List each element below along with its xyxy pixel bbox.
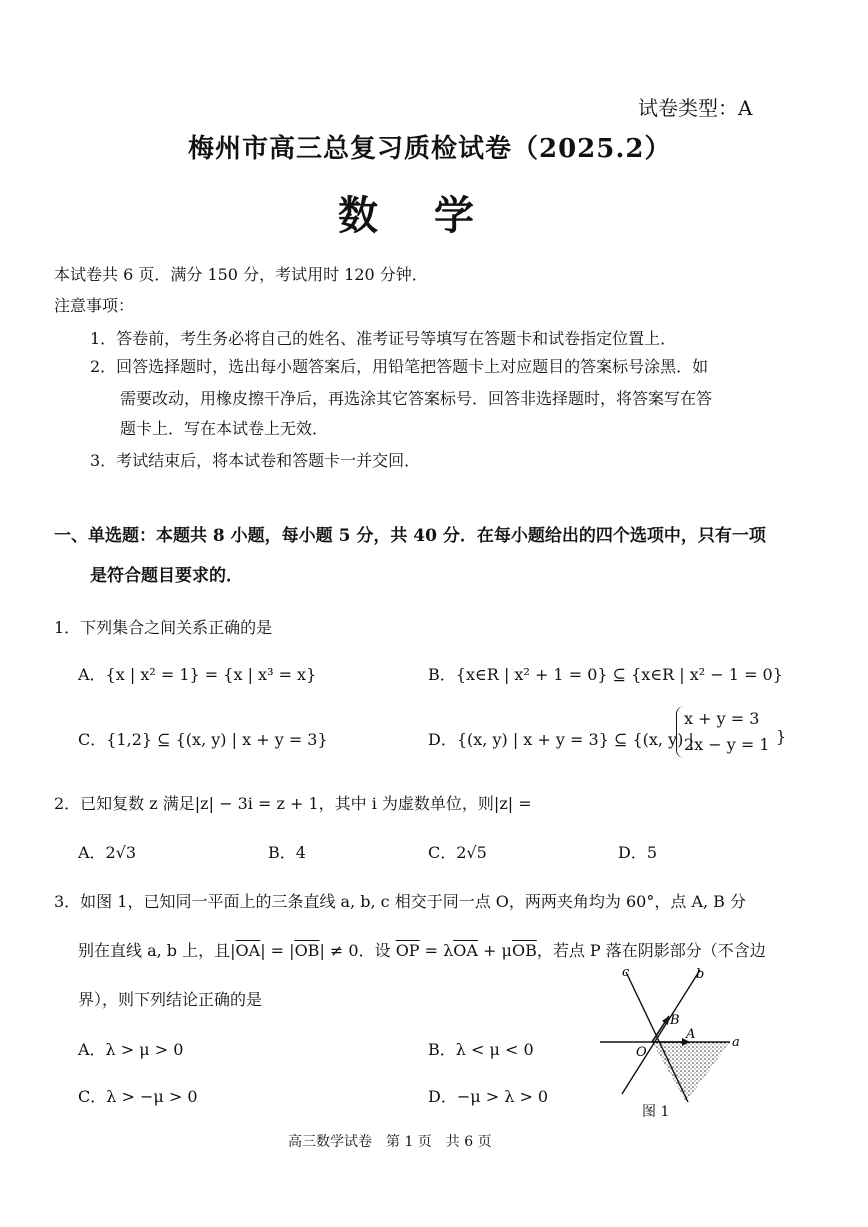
equation-1: x + y = 3 (684, 709, 760, 728)
section-1-heading: 一、单选题：本题共 8 小题，每小题 5 分，共 40 分．在每小题给出的四个选项中，只有一项 (54, 526, 766, 546)
notice-item-3: 3．考试结束后，将本试卷和答题卡一并交回． (90, 451, 421, 470)
line-c (626, 972, 688, 1102)
notice-item-2-line-2: 需要改动，用橡皮擦干净后，再选涂其它答案标号．回答非选择题时，将答案写在答 (120, 389, 713, 408)
exam-intro: 本试卷共 6 页．满分 150 分，考试用时 120 分钟． (54, 265, 428, 284)
label-point-b: B (670, 1013, 680, 1028)
equation-system (684, 706, 770, 758)
notice-item-2-line-1: 2．回答选择题时，选出每小题答案后，用铅笔把答题卡上对应题目的答案标号涂黑．如 (90, 357, 709, 376)
question-2-option-a: A．2√3 (78, 843, 137, 862)
q3-text-3: | ≠ 0．设 (319, 941, 396, 960)
q3-text-1: 别在直线 a, b 上，且| (78, 941, 236, 960)
question-1-option-a: A．{x | x² = 1} = {x | x³ = x} (78, 665, 317, 684)
label-o: O (636, 1045, 647, 1060)
question-1-option-b: B．{x∈R | x² + 1 = 0} ⊆ {x∈R | x² − 1 = 0} (428, 665, 783, 684)
label-b: b (696, 967, 705, 982)
page-title: 梅州市高三总复习质检试卷（2025.2） (188, 134, 672, 164)
notice-item-1: 1．答卷前，考生务必将自己的姓名、准考证号等填写在答题卡和试卷指定位置上． (90, 329, 677, 348)
label-point-a: A (686, 1027, 696, 1042)
q3-text-2: | = | (260, 941, 295, 960)
q3-text-5: + μ (477, 941, 512, 960)
question-3-option-b: B．λ < μ < 0 (428, 1040, 534, 1059)
question-2-option-c: C．2√5 (428, 843, 487, 862)
vector-ob-2: $\overline{OB}$ (511, 941, 537, 960)
notice-heading: 注意事项： (54, 296, 135, 315)
q3-text-6: ，若点 P 落在阴影部分（不含边 (536, 941, 766, 960)
question-1-stem: 1．下列集合之间关系正确的是 (54, 618, 273, 637)
vector-oa-2: $\overline{OA}$ (453, 941, 478, 960)
page-footer: 高三数学试卷 第 1 页 共 6 页 (288, 1134, 492, 1150)
figure-1-caption: 图 1 (642, 1104, 670, 1120)
vector-oa: $\overline{OA}$ (235, 941, 261, 960)
section-1-heading-cont: 是符合题目要求的． (90, 566, 243, 586)
label-a: a (732, 1035, 740, 1050)
vector-ob: $\overline{OB}$ (294, 941, 320, 960)
equation-2: 2x − y = 1 (684, 735, 770, 754)
question-3-option-d: D．−μ > λ > 0 (428, 1087, 549, 1106)
question-2-option-d: D．5 (618, 843, 658, 862)
question-3-option-c: C．λ > −μ > 0 (78, 1087, 198, 1106)
question-1-option-d-prefix: D．{(x, y) | x + y = 3} ⊆ {(x, y) | (428, 730, 694, 749)
q3-text-4: = λ (419, 941, 454, 960)
question-1-option-c: C．{1,2} ⊆ {(x, y) | x + y = 3} (78, 730, 328, 749)
vector-op: $\overline{OP}$ (395, 941, 420, 960)
question-3-stem-line-1: 3．如图 1，已知同一平面上的三条直线 a, b, c 相交于同一点 O，两两夹角均为 60°，点 A, B 分 (54, 892, 747, 911)
label-c: c (622, 965, 630, 980)
exam-type: 试卷类型：A (638, 96, 753, 120)
question-3-stem-line-2 (78, 938, 766, 961)
notice-item-2-line-3: 题卡上．写在本试卷上无效． (120, 419, 329, 438)
question-1-option-d (428, 727, 694, 750)
question-1-option-d-suffix: } (776, 727, 787, 746)
question-3-stem-line-3: 界），则下列结论正确的是 (78, 990, 263, 1009)
subject-title: 数学 (338, 192, 530, 239)
question-2-stem: 2．已知复数 z 满足|z| − 3i = z + 1，其中 i 为虚数单位，则|z| = (54, 794, 532, 813)
question-3-option-a: A．λ > μ > 0 (78, 1040, 184, 1059)
figure-1-diagram (596, 962, 766, 1102)
question-2-option-b: B．4 (268, 843, 306, 862)
